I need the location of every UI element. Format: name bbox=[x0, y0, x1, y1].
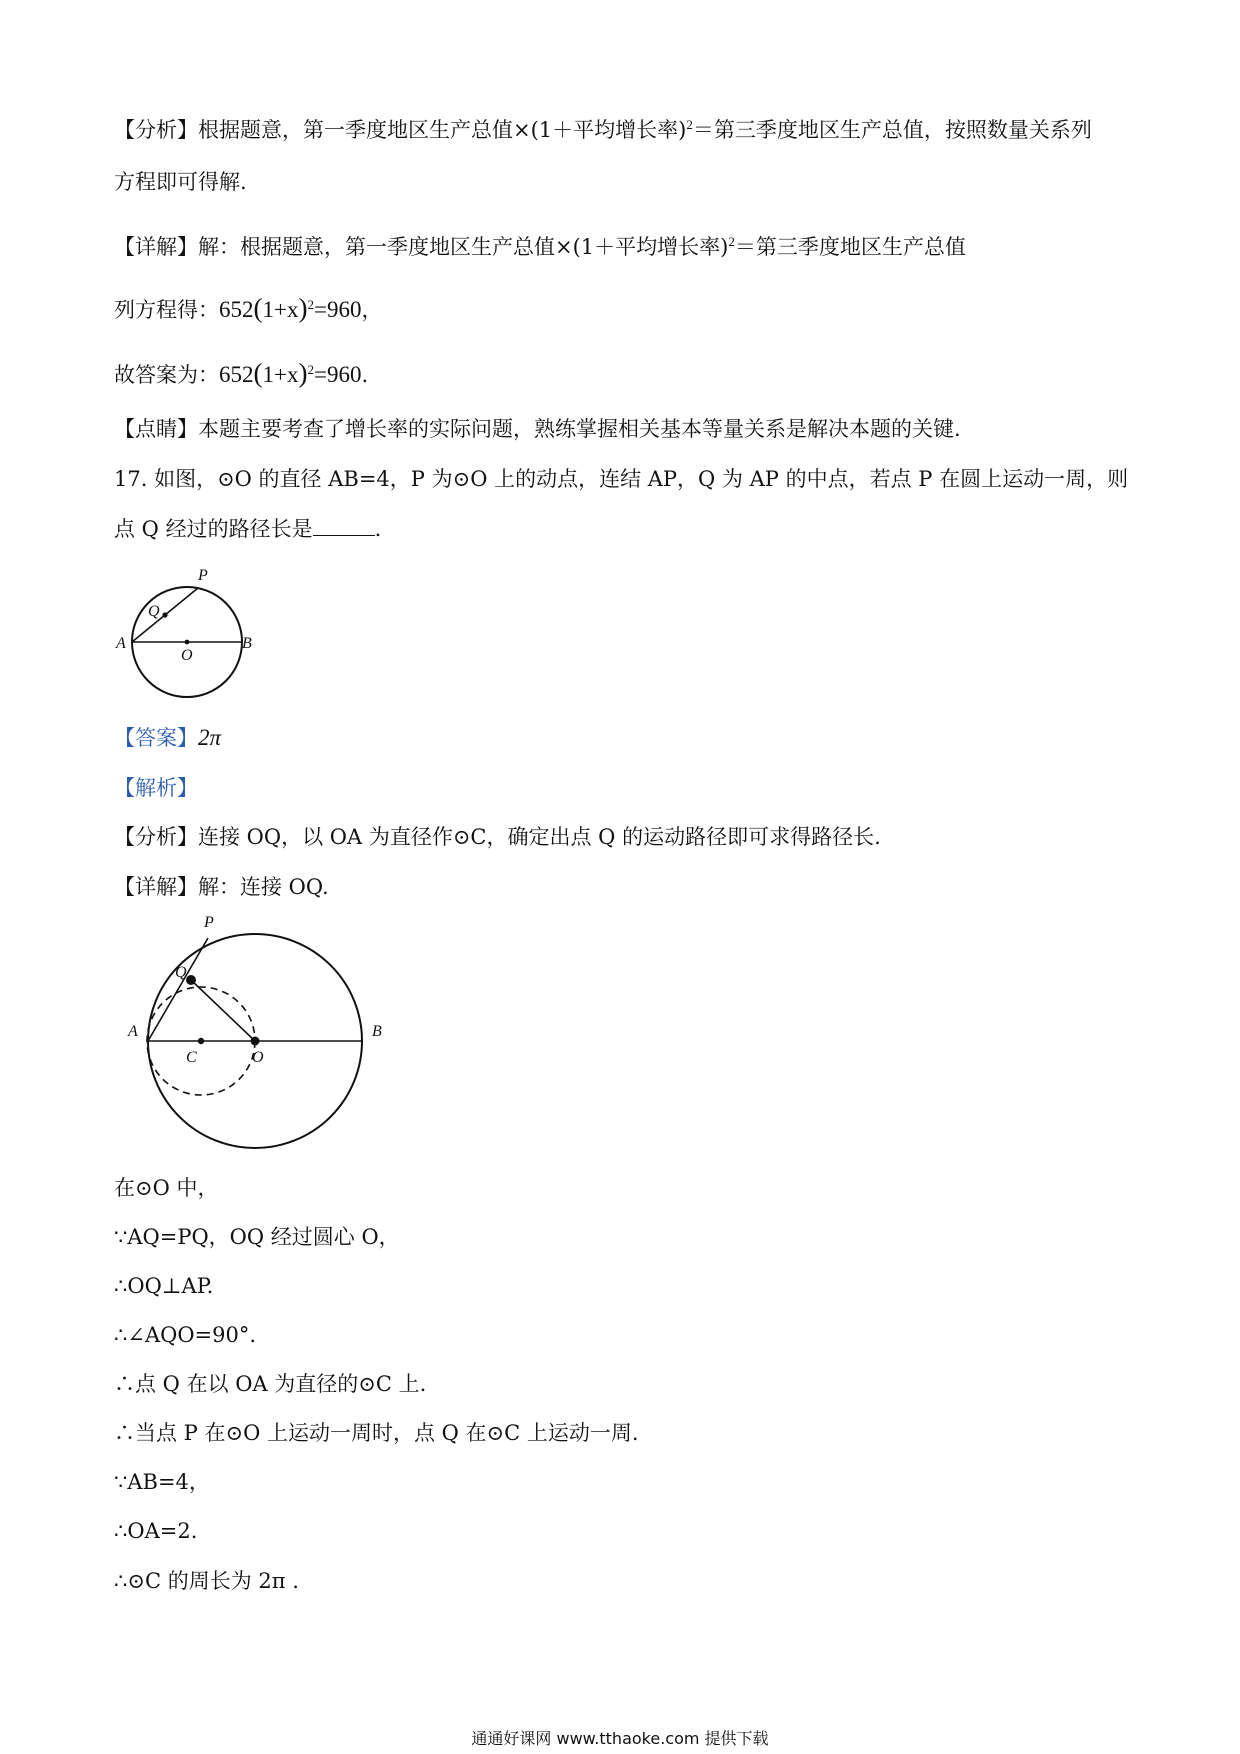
label-b: B bbox=[372, 1023, 382, 1040]
step-line: ∵AQ=PQ，OQ 经过圆心 O， bbox=[114, 1225, 400, 1249]
comment-tag: 【点睛】 bbox=[114, 417, 198, 441]
step-line: ∴⊙C 的周长为 2π . bbox=[114, 1569, 299, 1593]
label-q: Q bbox=[148, 603, 160, 620]
answer-label: 故答案为： bbox=[114, 363, 219, 387]
analysis-17-line bbox=[114, 822, 881, 852]
exponent: 2 bbox=[728, 234, 735, 249]
figure-1-circle-diagram bbox=[110, 560, 260, 705]
label-o: O bbox=[252, 1049, 264, 1066]
step-line: ∵AB=4， bbox=[114, 1470, 210, 1494]
answer-tag: 【答案】 bbox=[114, 726, 198, 750]
comment-text: 本题主要考查了增长率的实际问题，熟练掌握相关基本等量关系是解决本题的关键. bbox=[198, 417, 961, 441]
detail-tag: 【详解】 bbox=[114, 235, 198, 259]
question-17-text: 点 Q 经过的路径长是 bbox=[114, 517, 313, 541]
analysis-text-a: 根据题意，第一季度地区生产总值×(1＋平均增长率) bbox=[198, 118, 687, 142]
analysis-tag: 【分析】 bbox=[114, 118, 198, 142]
answer-coef: 652 bbox=[219, 362, 254, 387]
detail-17-text: 解：连接 OQ. bbox=[198, 875, 329, 899]
step-line: ∴点 Q 在以 OA 为直径的⊙C 上. bbox=[114, 1372, 427, 1396]
point-q bbox=[162, 612, 167, 617]
step-line: ∴OQ⊥AP. bbox=[114, 1274, 214, 1298]
equation-line: 列方程得：$652(1+x)^2=960$， bbox=[114, 293, 383, 323]
label-q: Q bbox=[175, 964, 187, 981]
answer-line: 故答案为：$652(1+x)^2=960$. bbox=[114, 358, 369, 388]
point-c bbox=[198, 1038, 204, 1044]
answer-17-line bbox=[114, 723, 221, 753]
point-o bbox=[185, 640, 190, 645]
equation-rhs: =960 bbox=[313, 297, 362, 322]
analysis-text-b: ＝第三季度地区生产总值，按照数量关系列 bbox=[692, 118, 1092, 142]
exponent: 2 bbox=[686, 117, 693, 132]
equation-label: 列方程得： bbox=[114, 298, 219, 322]
chord-ap bbox=[148, 938, 208, 1041]
analysis-17-tag: 【分析】 bbox=[114, 825, 198, 849]
point-o bbox=[251, 1037, 260, 1046]
label-c: C bbox=[186, 1049, 197, 1066]
detail-17-line bbox=[114, 872, 329, 902]
step-line: 在⊙O 中， bbox=[114, 1176, 219, 1200]
detail-17-tag: 【详解】 bbox=[114, 875, 198, 899]
figure-2-circle-diagram bbox=[120, 905, 410, 1155]
equation-inner: 1+x bbox=[262, 297, 299, 322]
detail-line bbox=[114, 227, 966, 262]
label-p: P bbox=[198, 567, 208, 584]
label-a: A bbox=[128, 1023, 138, 1040]
label-a: A bbox=[116, 635, 126, 652]
exponent: 2 bbox=[307, 362, 314, 377]
answer-blank bbox=[313, 515, 375, 536]
detail-text-b: ＝第三季度地区生产总值 bbox=[734, 235, 966, 259]
analysis-line-1 bbox=[114, 110, 1092, 145]
page-footer: 通通好课网 www.tthaoke.com 提供下载 bbox=[471, 1729, 769, 1748]
jiexi-tag: 【解析】 bbox=[114, 776, 198, 800]
point-q bbox=[186, 975, 196, 985]
step-line: ∴∠AQO=90°. bbox=[114, 1323, 257, 1347]
exponent: 2 bbox=[307, 297, 314, 312]
answer-rhs: =960 bbox=[313, 362, 362, 387]
label-p: P bbox=[204, 914, 214, 931]
comment-line bbox=[114, 414, 961, 444]
answer-inner: 1+x bbox=[262, 362, 299, 387]
answer-value: 2π bbox=[198, 725, 222, 750]
detail-text-a: 解：根据题意，第一季度地区生产总值×(1＋平均增长率) bbox=[198, 235, 729, 259]
question-17-line-1: 17. 如图，⊙O 的直径 AB=4，P 为⊙O 上的动点，连结 AP，Q 为 AP 的中点，若点 P 在圆上运动一周，则 bbox=[114, 467, 1129, 491]
equation-coef: 652 bbox=[219, 297, 254, 322]
question-17-line-2: 点 Q 经过的路径长是 . bbox=[114, 517, 382, 541]
label-b: B bbox=[242, 635, 252, 652]
analysis-line-2: 方程即可得解. bbox=[114, 170, 247, 194]
analysis-17-text: 连接 OQ，以 OA 为直径作⊙C，确定出点 Q 的运动路径即可求得路径长. bbox=[198, 825, 881, 849]
step-line: ∴当点 P 在⊙O 上运动一周时，点 Q 在⊙C 上运动一周. bbox=[114, 1421, 639, 1445]
label-o: O bbox=[181, 647, 193, 664]
step-line: ∴OA=2. bbox=[114, 1519, 198, 1543]
